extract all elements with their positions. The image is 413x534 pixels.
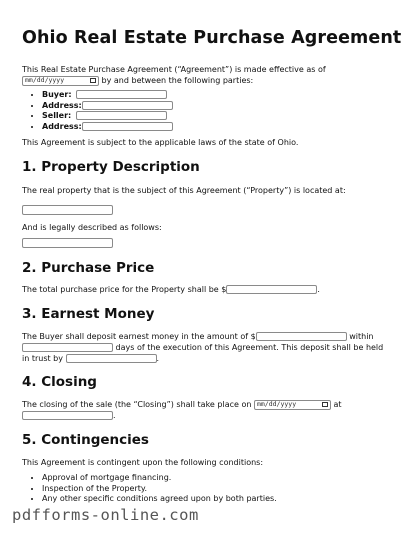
seller-name-input[interactable] [76, 111, 167, 120]
watermark: pdfforms-online.com [12, 506, 199, 524]
property-legal-text: And is legally described as follows: [22, 223, 162, 232]
contingencies-intro: This Agreement is contingent upon the following conditions: [22, 458, 264, 467]
calendar-icon[interactable] [322, 402, 328, 407]
governing-law-text: This Agreement is subject to the applicable laws of the state of Ohio. [22, 138, 299, 147]
purchase-price-text: The total purchase price for the Property shall be $ . [22, 285, 320, 294]
intro-paragraph: This Real Estate Purchase Agreement (“Agreement”) is made effective as of mm/dd/yyyy by and between the following parties: [22, 65, 326, 85]
earnest-amount-input[interactable] [256, 332, 347, 341]
closing-text: The closing of the sale (the “Closing”) shall take place on mm/dd/yyyy at . [22, 400, 342, 420]
list-item: • Approval of mortgage financing. [42, 473, 394, 484]
document-page [22, 28, 402, 505]
list-item: • Inspection of the Property. [42, 484, 394, 495]
party-buyer: • Buyer: [42, 90, 394, 101]
seller-address-input[interactable] [82, 122, 173, 131]
property-location-text: The real property that is the subject of this Agreement (“Property”) is located at: [22, 186, 346, 195]
buyer-name-input[interactable] [76, 90, 167, 99]
property-address-input[interactable] [22, 205, 113, 215]
purchase-price-input[interactable] [226, 285, 317, 294]
closing-location-input[interactable] [22, 411, 113, 420]
section-heading-property: 1. Property Description [22, 159, 200, 175]
closing-date-input[interactable]: mm/dd/yyyy [254, 400, 331, 410]
property-legal-description-input[interactable] [22, 238, 113, 248]
section-heading-price: 2. Purchase Price [22, 260, 155, 276]
earnest-money-text: The Buyer shall deposit earnest money in the amount of $ within days of the execution of this Agreement. This deposit shall be held in trust by . [22, 332, 384, 363]
contingencies-list [22, 473, 394, 505]
party-seller: • Seller: [42, 111, 394, 122]
trust-holder-input[interactable] [66, 354, 157, 363]
calendar-icon[interactable] [90, 78, 96, 83]
section-heading-closing: 4. Closing [22, 374, 97, 390]
party-seller-address: • Address: [42, 122, 394, 133]
document-title: Ohio Real Estate Purchase Agreement [22, 28, 402, 48]
parties-list [22, 90, 394, 132]
effective-date-input[interactable]: mm/dd/yyyy [22, 76, 99, 86]
buyer-address-input[interactable] [82, 101, 173, 110]
list-item: • Any other specific conditions agreed upon by both parties. [42, 494, 394, 505]
party-buyer-address: • Address: [42, 101, 394, 112]
section-heading-earnest: 3. Earnest Money [22, 306, 155, 322]
section-heading-contingencies: 5. Contingencies [22, 432, 149, 448]
earnest-days-input[interactable] [22, 343, 113, 352]
